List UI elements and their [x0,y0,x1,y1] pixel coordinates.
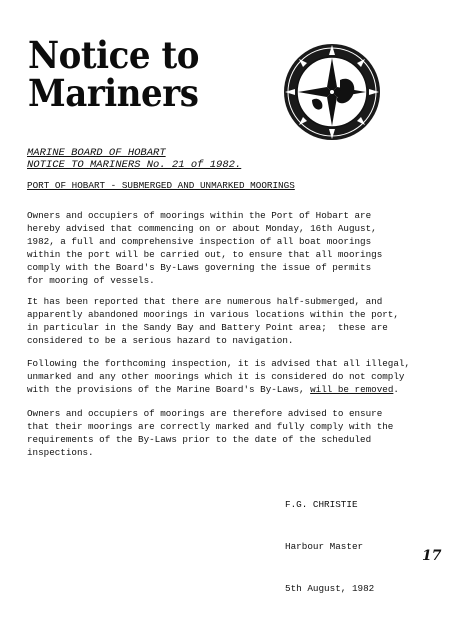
paragraph-3-text: Following the forthcoming inspection, it is advised that all illegal, unmarked and any other moorings which it is considered do not comply with the provisions of the Marine Board's By-Laws, [27,358,411,396]
paragraph-2: It has been reported that there are numerous half-submerged, and apparently abandoned moorings in various locations within the port, in particular in the Sandy Bay and Battery Point area; these are considered to be a serious hazard to navigation. [27,296,399,347]
paragraph-3 [27,357,452,396]
compass-seal-icon [282,42,382,142]
signatory-title: Harbour Master [285,541,364,552]
paragraph-4: Owners and occupiers of moorings are therefore advised to ensure that their moorings are correctly marked and fully comply with the requirements of the By-Laws prior to the date of the scheduled inspections. [27,408,394,459]
notice-heading: PORT OF HOBART - SUBMERGED AND UNMARKED MOORINGS [27,180,295,191]
paragraph-1: Owners and occupiers of moorings within the Port of Hobart are hereby advised that commencing on or about Monday, 16th August, 1982, a full and comprehensive inspection of all boat moorings within the port will be carried out, to ensure that all moorings comply with the Board's By-Laws governing the issue of permits for mooring of vessels. [27,210,383,287]
signature-block [285,470,374,624]
notice-number: NOTICE TO MARINERS No. 21 of 1982. [27,159,242,171]
notice-title [28,33,200,115]
paragraph-3-end: . [393,384,399,396]
page-number: 17 [422,548,442,564]
signatory-name: F.G. CHRISTIE [285,499,358,510]
signatory-date: 5th August, 1982 [285,583,375,594]
paragraph-3-emphasis: will be removed [310,384,394,396]
title-line-2: Mariners [28,71,199,115]
board-name: MARINE BOARD OF HOBART [27,147,166,159]
title-line-1: Notice to [28,33,200,77]
